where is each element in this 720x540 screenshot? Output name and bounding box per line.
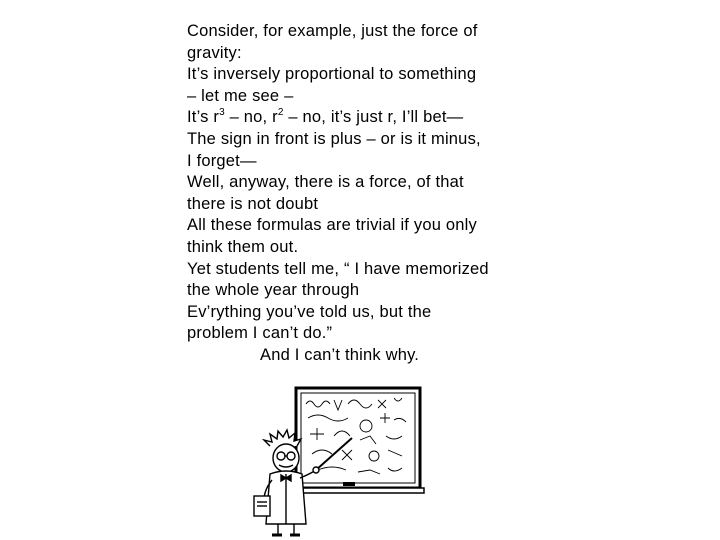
poem-text [187, 21, 547, 367]
exponent: 3 [219, 106, 225, 118]
poem-line: problem I can’t do.” [187, 324, 333, 343]
poem-line: Consider, for example, just the force of [187, 22, 478, 40]
exponent: 2 [277, 106, 284, 118]
poem-line-formula [187, 107, 547, 129]
poem-line: Well, anyway, there is a force, of that [187, 173, 464, 192]
poem-closing-line: And I can’t think why. [260, 345, 420, 364]
poem-line: – let me see – [187, 86, 294, 105]
formula-text: It’s r [187, 108, 220, 127]
poem-line: Yet students tell me, “ I have memorized [187, 259, 489, 278]
poem-line: the whole year through [187, 281, 360, 300]
poem-line: there is not doubt [187, 194, 319, 213]
blackboard [292, 388, 424, 493]
poem-line: All these formulas are trivial if you only [187, 216, 477, 235]
poem-line: The sign in front is plus – or is it minus, [187, 129, 481, 148]
professor-blackboard-illustration [248, 378, 428, 538]
poem-line: I forget— [187, 151, 257, 170]
poem-line: Ev’rything you’ve told us, but the [187, 302, 432, 321]
formula-text: – no, it’s just r, I’ll bet— [283, 108, 464, 127]
formula-text: – no, r [224, 108, 278, 127]
poem-line: think them out. [187, 237, 299, 256]
poem-line: gravity: [187, 43, 242, 62]
poem-line: It’s inversely proportional to something [187, 65, 477, 84]
